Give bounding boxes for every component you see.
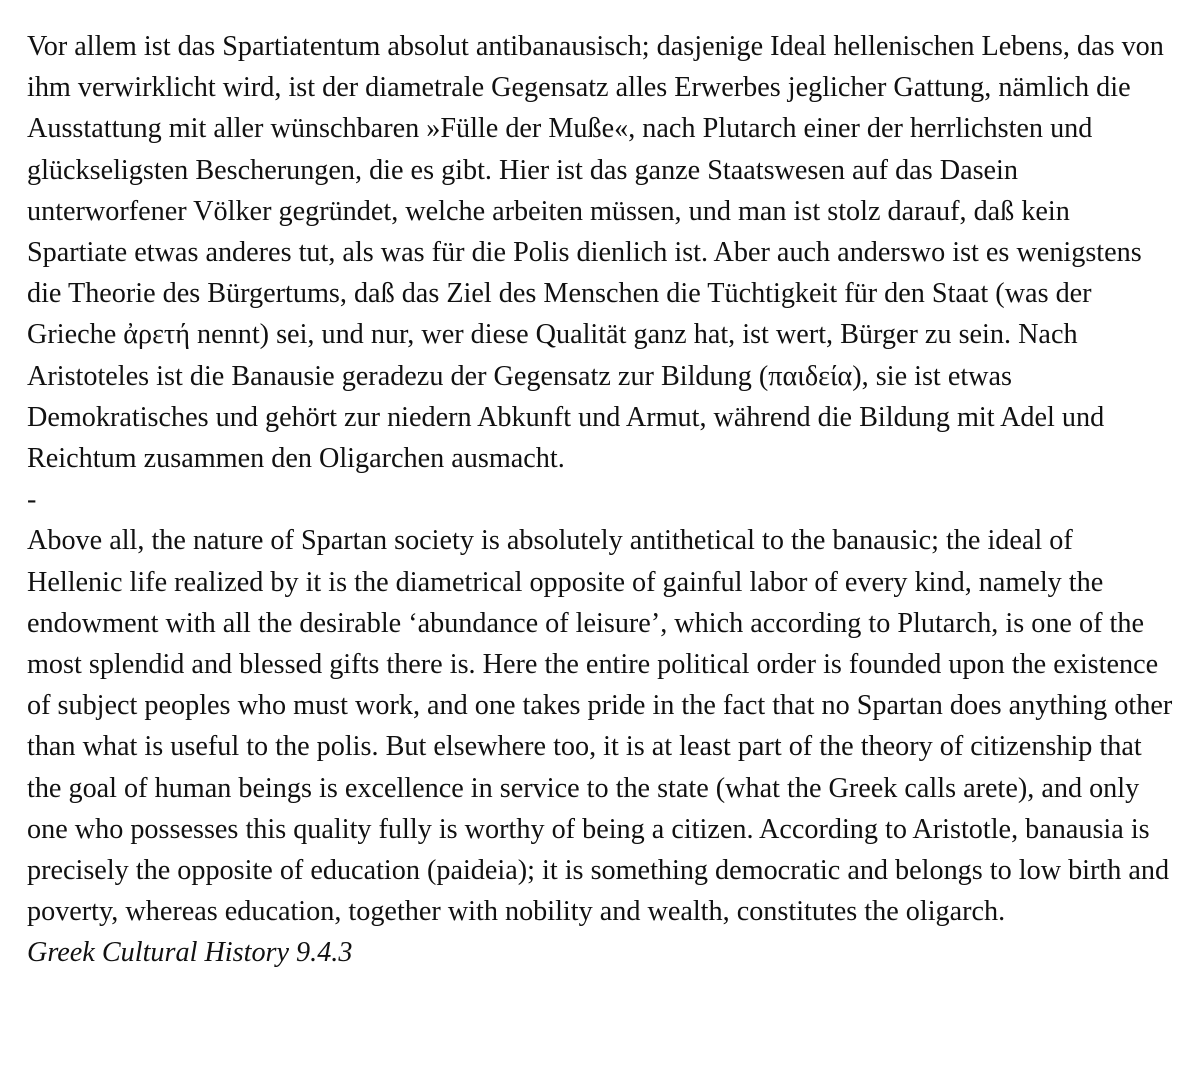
source-citation: Greek Cultural History 9.4.3 <box>27 937 353 969</box>
english-paragraph: Above all, the nature of Spartan society is absolutely antithetical to the banausic; the ideal of Hellenic life realized by it is the diametrical opposite of gainful labor of every kind, namely the endowment with all the desirable ‘abundance of leisure’, which according to Plutarch, is one of the most splendid and blessed gifts there is. Here the entire political order is founded upon the existence of subject peoples who must work, and one takes pride in the fact that no Spartan does anything other than what is useful to the polis. But elsewhere too, it is at least part of the theory of citizenship that the goal of human beings is excellence in service to the state (what the Greek calls arete), and only one who possesses this quality fully is worthy of being a citizen. According to Aristotle, banausia is precisely the opposite of education (paideia); it is something democratic and belongs to low birth and poverty, whereas education, together with nobility and wealth, constitutes the oligarch. <box>27 525 1173 928</box>
separator-dash: - <box>27 484 37 516</box>
german-paragraph: Vor allem ist das Spartiatentum absolut antibanausisch; dasjenige Ideal hellenischen Lebens, das von ihm verwirklicht wird, ist der diametrale Gegensatz alles Erwerbes jeglicher Gattung, nämlich die Ausstattung mit aller wünschbaren »Fülle der Muße«, nach Plutarch einer der herrlichsten und glückseligsten Bescherungen, die es gibt. Hier ist das ganze Staatswesen auf das Dasein unterworfener Völker gegründet, welche arbeiten müssen, und man ist stolz darauf, daß kein Spartiate etwas anderes tut, als was für die Polis dienlich ist. Aber auch anderswo ist es wenigstens die Theorie des Bürgertums, daß das Ziel des Menschen die Tüchtigkeit für den Staat (was der Grieche ἀρετή nennt) sei, und nur, wer diese Qualität ganz hat, ist wert, Bürger zu sein. Nach Aristoteles ist die Banausie geradezu der Gegensatz zur Bildung (παιδεία), sie ist etwas Demokratisches und gehört zur niedern Abkunft und Armut, während die Bildung mit Adel und Reichtum zusammen den Oligarchen ausmacht. <box>27 31 1164 475</box>
